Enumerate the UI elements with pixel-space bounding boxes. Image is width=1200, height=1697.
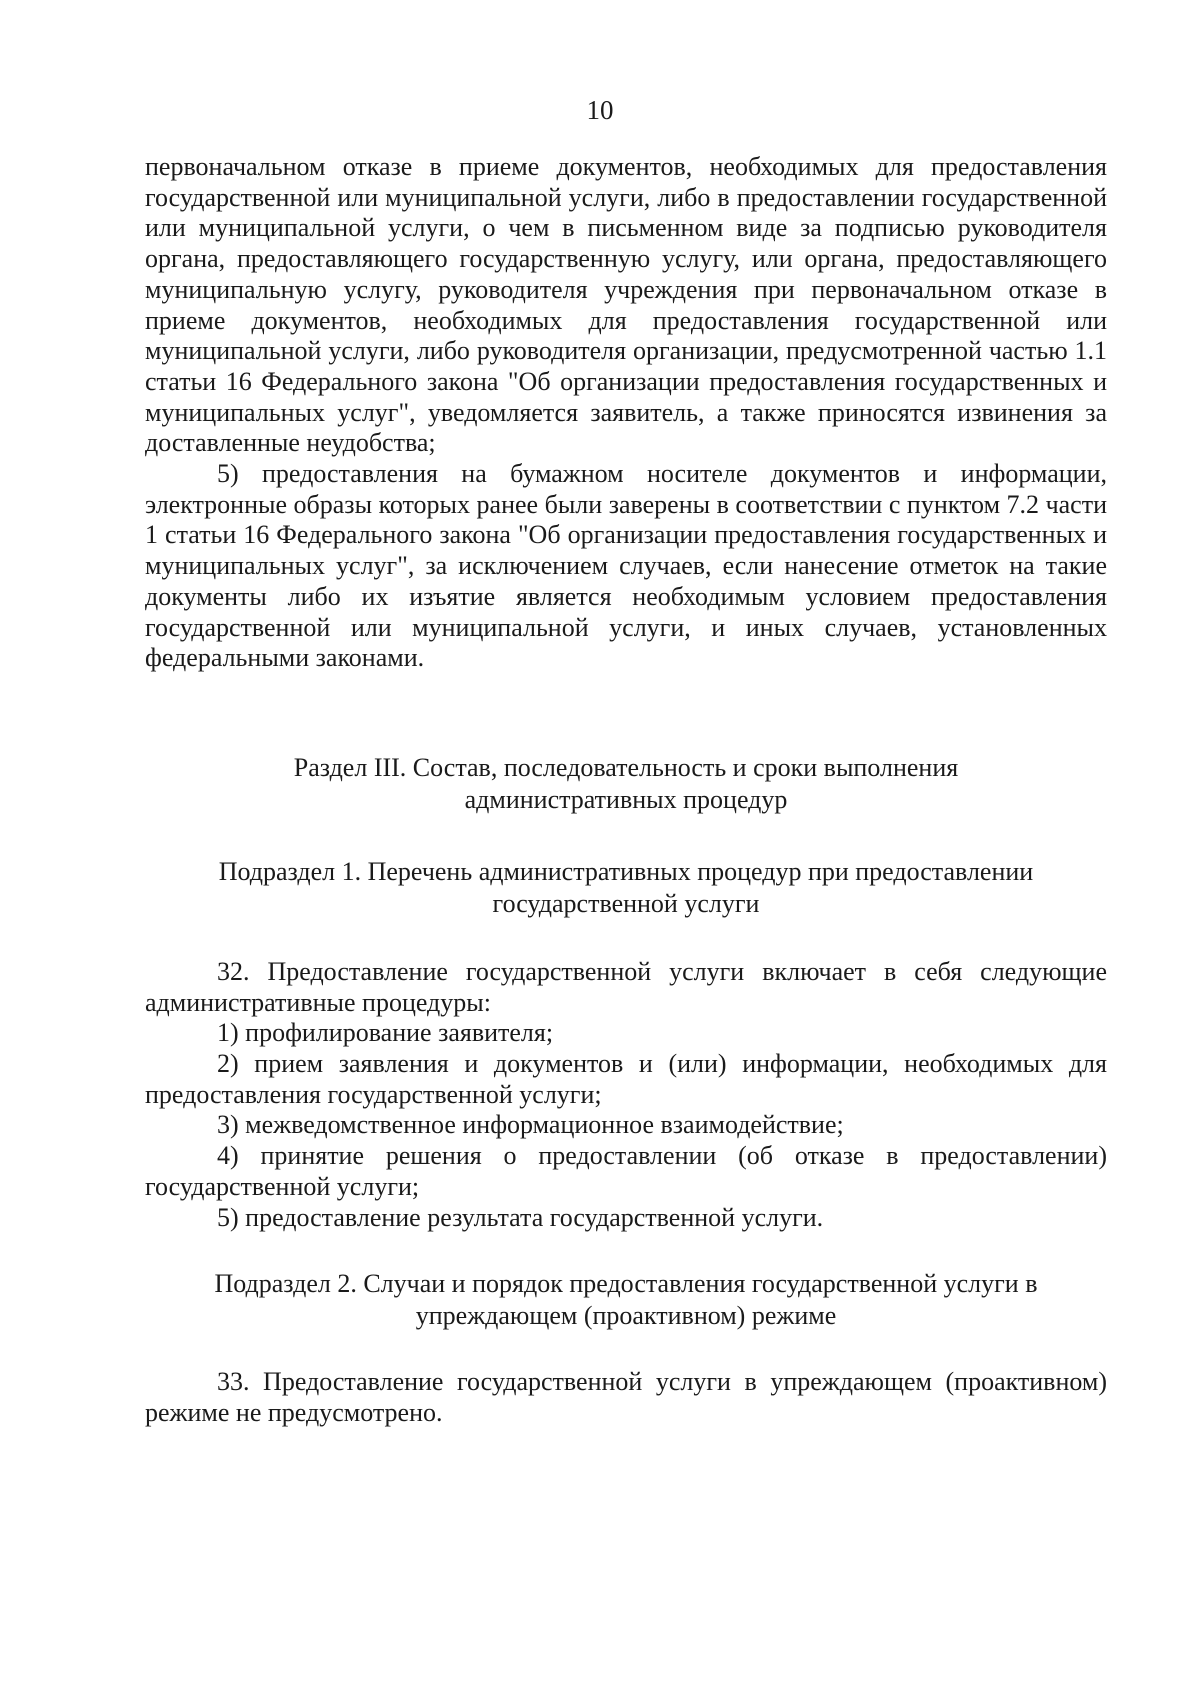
section-heading-line-2: административных процедур — [464, 784, 788, 814]
clause-33: 33. Предоставление государственной услуги в упреждающем (проактивном) режиме не предусмотрено. — [145, 1367, 1107, 1427]
clause-32-intro: 32. Предоставление государственной услуги включает в себя следующие административные процедуры: — [145, 956, 1107, 1017]
clause-32-item-2: 2) прием заявления и документов и (или) информации, необходимых для предоставления государственной услуги; — [145, 1049, 1107, 1109]
clause-32-item-5: 5) предоставление результата государственной услуги. — [217, 1202, 824, 1232]
paragraph-continued: первоначальном отказе в приеме документов, необходимых для предоставления государственной или муниципальной услуги, либо в предоставлении государственной или муниципальной услуги, о чем в письменном виде за подписью руководителя органа, предоставляющего государственную услугу, или органа, предоставляющего муниципальную услугу, руководителя учреждения при первоначальном отказе в приеме документов, необходимых для предоставления государственной или муниципальной услуги, либо руководителя организации, предусмотренной частью 1.1 статьи 16 Федерального закона "Об организации предоставления государственных и муниципальных услуг", уведомляется заявитель, а также приносятся извинения за доставленные неудобства; — [145, 152, 1107, 458]
subsection-2-heading-line-1: Подраздел 2. Случаи и порядок предоставления государственной услуги в — [214, 1269, 1038, 1299]
subsection-1-heading-line-2: государственной услуги — [492, 888, 760, 918]
section-heading-line-1: Раздел III. Состав, последовательность и сроки выполнения — [293, 752, 959, 782]
paragraph-item-5: 5) предоставления на бумажном носителе документов и информации, электронные образы которых ранее были заверены в соответствии с пунктом 7.2 части 1 статьи 16 Федерального закона "Об организации предоставления государственных и муниципальных услуг", за исключением случаев, если нанесение отметок на такие документы либо их изъятие является необходимым условием предоставления государственной или муниципальной услуги, и иных случаев, установленных федеральными законами. — [145, 459, 1107, 673]
page-number: 10 — [586, 95, 614, 125]
document-body — [145, 152, 1107, 1429]
subsection-2-heading-line-2: упреждающем (проактивном) режиме — [415, 1301, 837, 1331]
subsection-2-heading — [145, 1268, 1107, 1332]
clause-32-item-4: 4) принятие решения о предоставлении (об отказе в предоставлении) государственной услуги; — [145, 1141, 1107, 1201]
subsection-1-heading — [145, 856, 1107, 920]
subsection-1-heading-line-1: Подраздел 1. Перечень административных процедур при предоставлении — [218, 856, 1034, 886]
clause-32-item-3: 3) межведомственное информационное взаимодействие; — [217, 1110, 844, 1140]
section-heading — [145, 752, 1107, 816]
clause-32-item-1: 1) профилирование заявителя; — [217, 1018, 554, 1048]
